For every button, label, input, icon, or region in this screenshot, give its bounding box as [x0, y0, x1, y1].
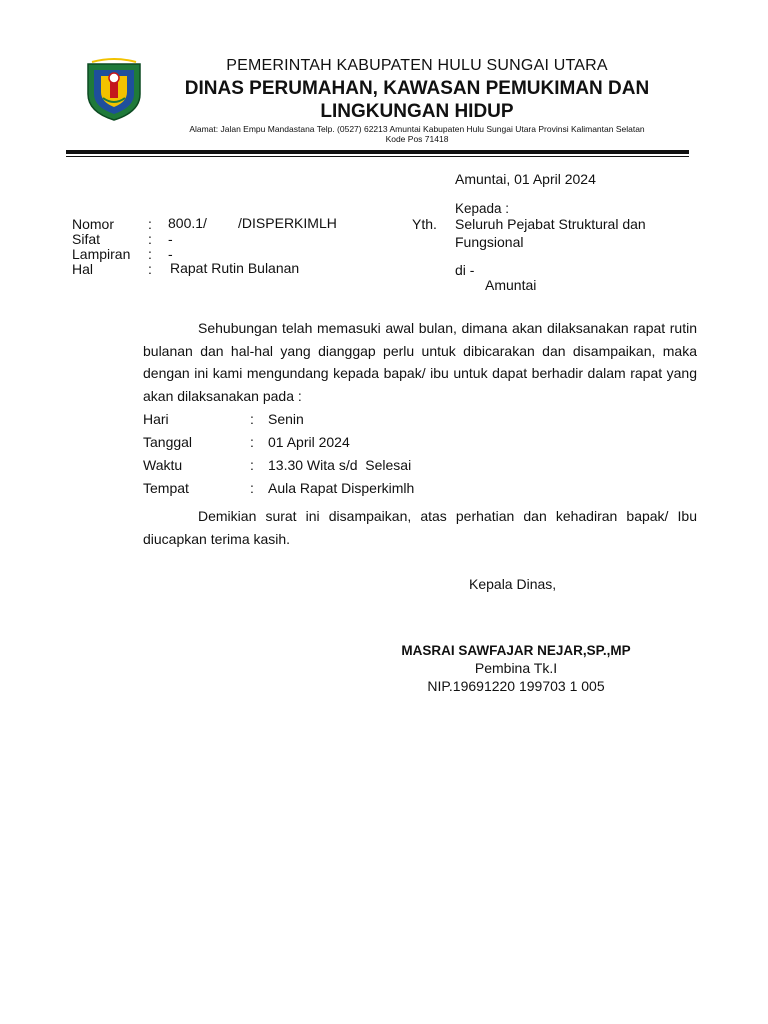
detail-hari-label: Hari [143, 411, 169, 427]
hal-label: Hal [72, 261, 94, 277]
detail-tempat-label: Tempat [143, 480, 189, 496]
agency-name-line2: LINGKUNGAN HIDUP [320, 101, 514, 122]
recipient-name-line2: Fungsional [455, 234, 524, 250]
sifat-colon: : [148, 231, 152, 247]
lampiran-label: Lampiran [72, 246, 131, 262]
lampiran-value: - [168, 246, 173, 262]
recipient-di: di - [455, 262, 475, 278]
recipient-yth: Yth. [412, 216, 437, 232]
detail-tanggal-label: Tanggal [143, 434, 193, 450]
nomor-colon: : [148, 216, 152, 232]
recipient-kepada: Kepada : [455, 201, 510, 216]
signatory-name: MASRAI SAWFAJAR NEJAR,SP.,MP [401, 643, 631, 658]
agency-name-line1: DINAS PERUMAHAN, KAWASAN PEMUKIMAN DAN [184, 78, 650, 99]
nomor-label: Nomor [72, 216, 115, 232]
lampiran-colon: : [148, 246, 152, 262]
detail-waktu-colon: : [250, 457, 254, 473]
government-name: PEMERINTAH KABUPATEN HULU SUNGAI UTARA [226, 57, 608, 74]
detail-hari-value: Senin [268, 411, 304, 427]
detail-tanggal-value: 01 April 2024 [268, 434, 350, 450]
body-opening [143, 317, 697, 407]
signatory-nip: NIP.19691220 199703 1 005 [427, 678, 605, 694]
hal-colon: : [148, 261, 152, 277]
postal-code: Kode Pos 71418 [385, 134, 449, 144]
sifat-value: - [168, 231, 173, 247]
recipient-name-line1: Seluruh Pejabat Struktural dan [455, 216, 646, 232]
letterhead-divider-thick [66, 150, 689, 154]
recipient-place: Amuntai [485, 277, 537, 293]
hal-value: Rapat Rutin Bulanan [170, 260, 300, 276]
detail-waktu-label: Waktu [143, 457, 183, 473]
letter-date: Amuntai, 01 April 2024 [455, 171, 596, 187]
detail-tanggal-colon: : [250, 434, 254, 450]
agency-address: Alamat: Jalan Empu Mandastana Telp. (0527) 62213 Amuntai Kabupaten Hulu Sungai Utara Provinsi Kalimantan Selatan [189, 124, 645, 134]
letterhead-divider-thin [66, 156, 689, 157]
signature-title: Kepala Dinas, [469, 576, 557, 592]
regency-emblem-logo [84, 56, 144, 122]
sifat-label: Sifat [72, 231, 101, 247]
nomor-value: 800.1/ /DISPERKIMLH [168, 215, 337, 231]
detail-tempat-colon: : [250, 480, 254, 496]
detail-tempat-value: Aula Rapat Disperkimlh [268, 480, 415, 496]
opening-paragraph: Sehubungan telah memasuki awal bulan, dimana akan dilaksanakan rapat rutin bulanan dan hal-hal yang dianggap perlu untuk dibicarakan dan disampaikan, maka dengan ini kami mengundang kepada bapak/ ibu untuk dapat berhadir dalam rapat yang akan dilaksanakan pada : [143, 320, 697, 404]
body-closing [143, 505, 697, 550]
closing-paragraph: Demikian surat ini disampaikan, atas perhatian dan kehadiran bapak/ Ibu diucapkan terima kasih. [143, 508, 697, 547]
detail-waktu-value: 13.30 Wita s/d Selesai [268, 457, 412, 473]
detail-hari-colon: : [250, 411, 254, 427]
signatory-rank: Pembina Tk.I [474, 660, 558, 676]
